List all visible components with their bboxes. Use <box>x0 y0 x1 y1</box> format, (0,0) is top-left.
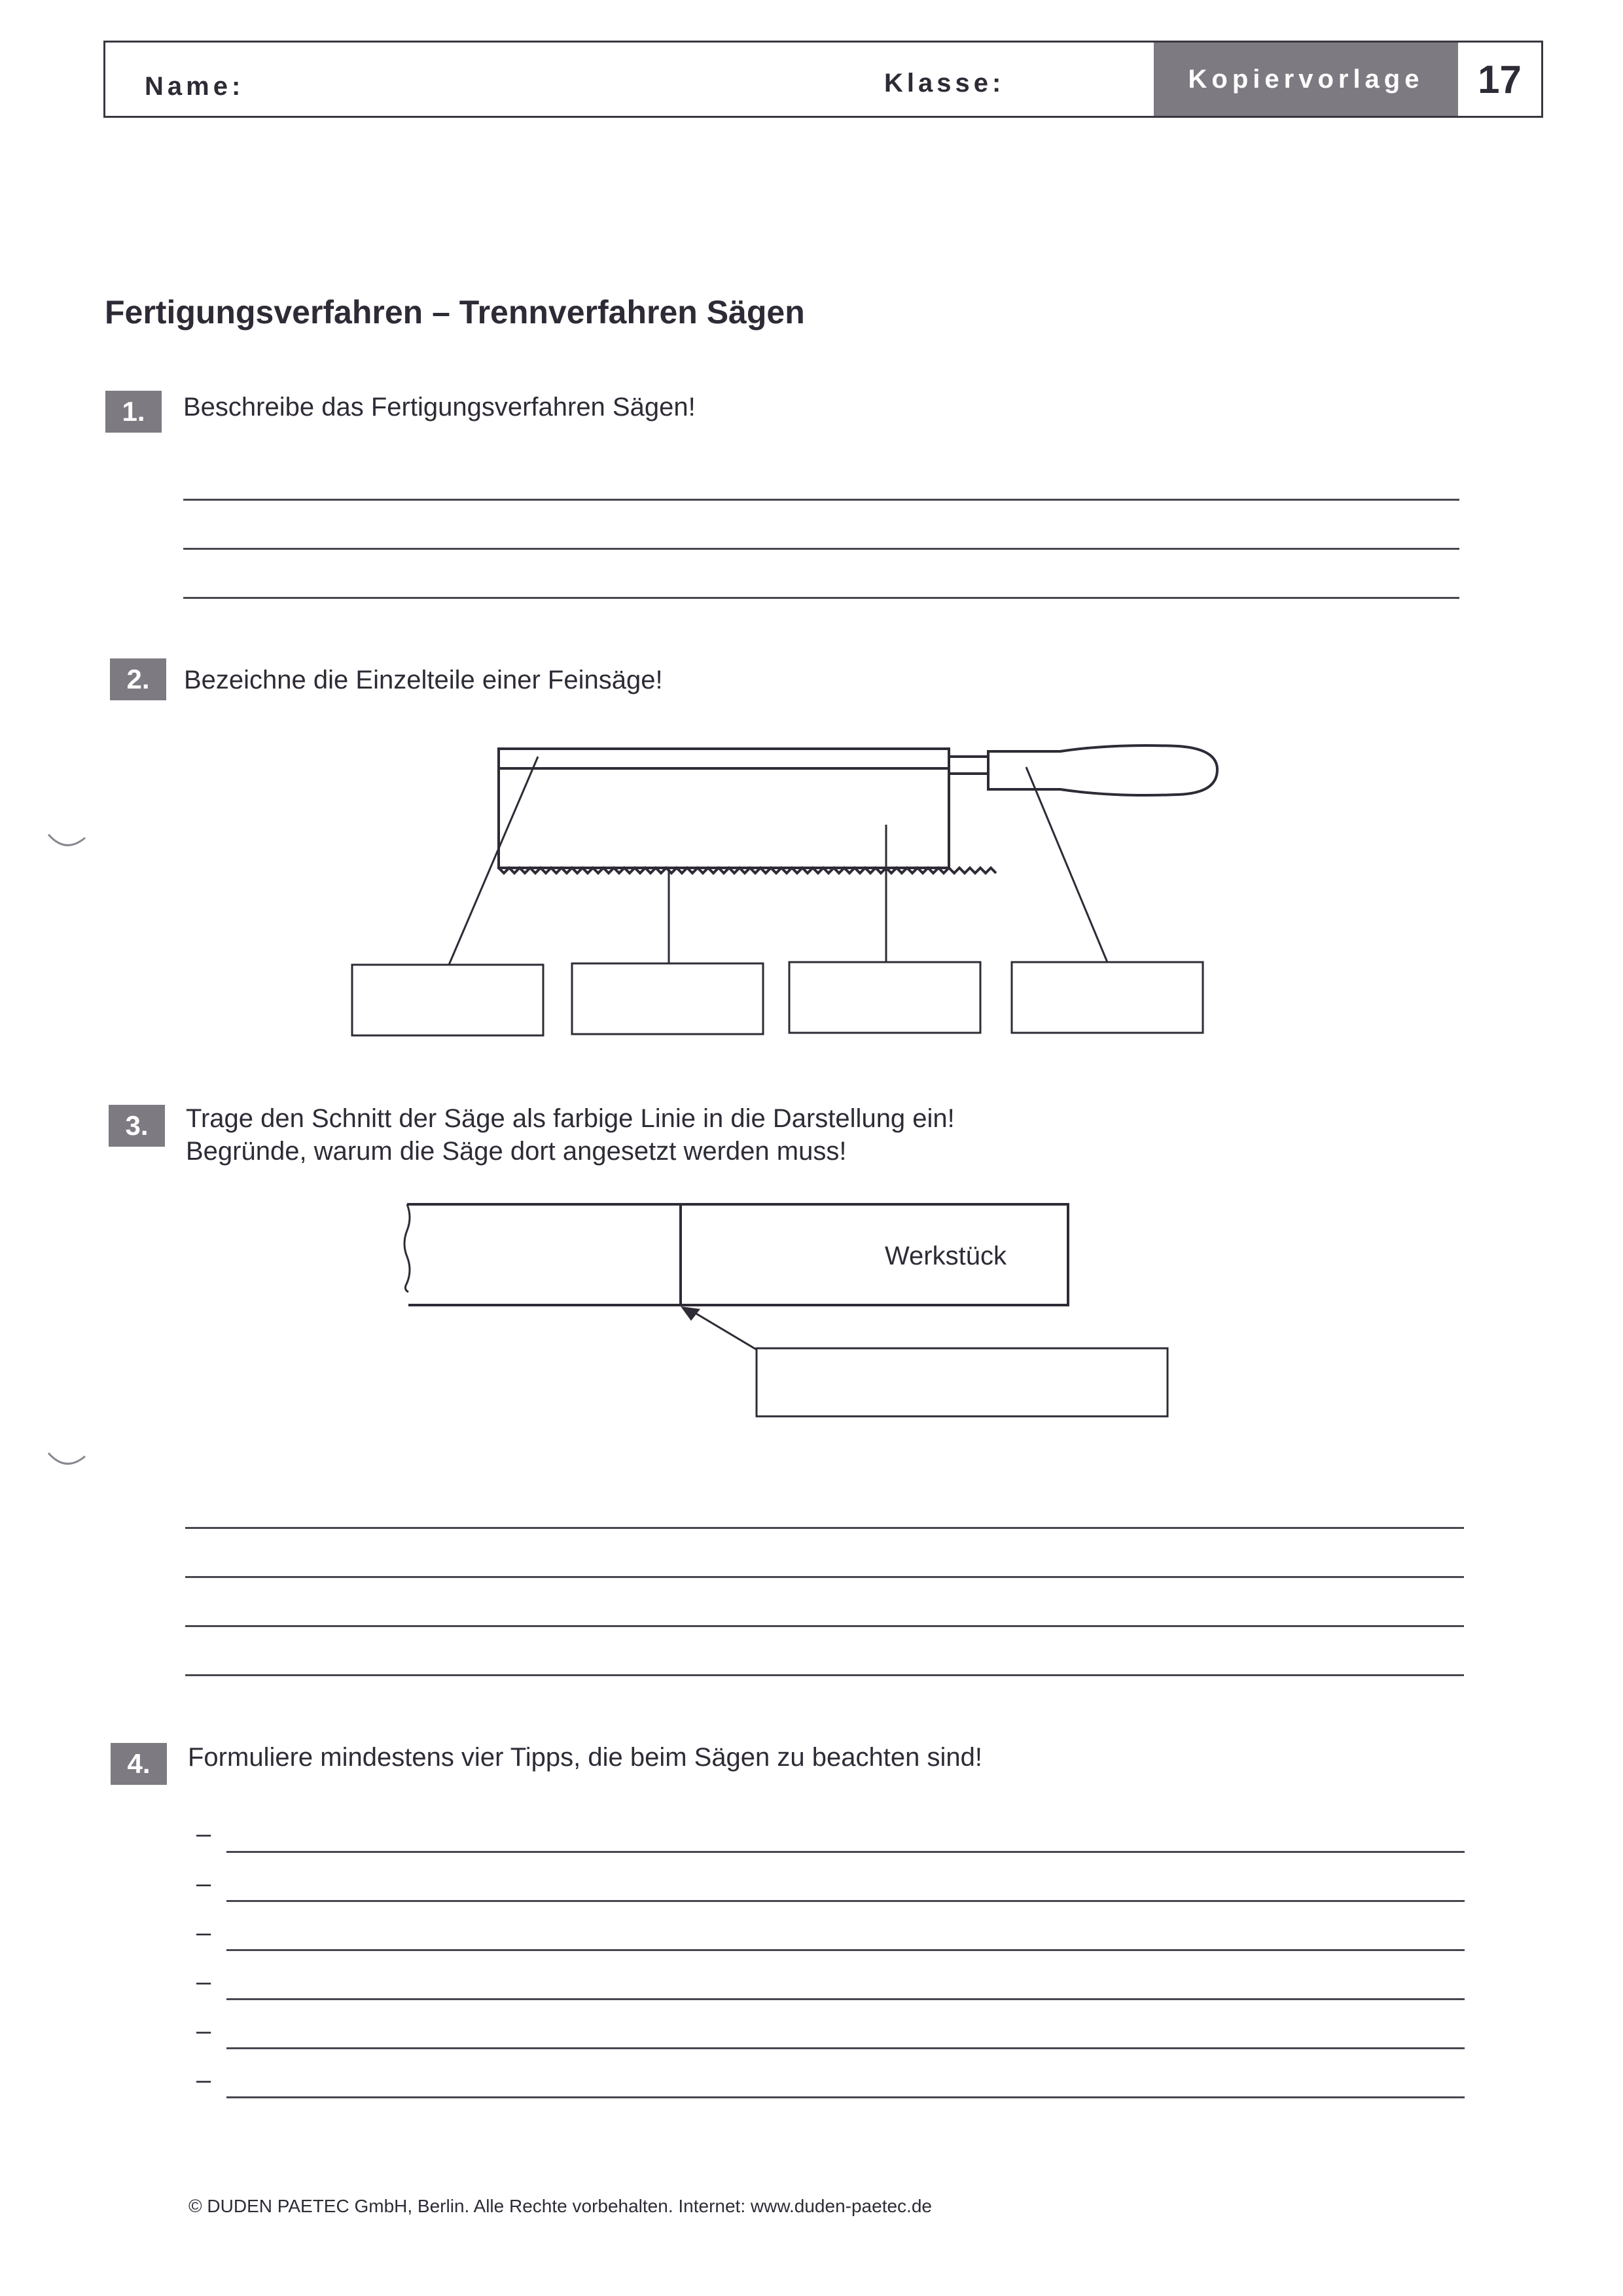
task-text-4: Formuliere mindestens vier Tipps, die beim Sägen zu beachten sind! <box>188 1743 982 1772</box>
saw-ferrule <box>949 757 988 774</box>
punch-hole-mark-top <box>39 818 98 857</box>
saw-blade <box>499 768 949 868</box>
page-title: Fertigungsverfahren – Trennverfahren Sägen <box>105 294 805 331</box>
answer-line[interactable] <box>226 1851 1465 1853</box>
answer-line[interactable] <box>185 1625 1464 1627</box>
kopiervorlage-badge: Kopiervorlage <box>1154 43 1458 116</box>
answer-line[interactable] <box>185 1576 1464 1578</box>
workpiece-diagram <box>393 1191 1178 1427</box>
answer-line[interactable] <box>226 2047 1465 2049</box>
task-number-3: 3. <box>109 1105 165 1147</box>
label-box-spine <box>352 965 543 1035</box>
answer-line[interactable] <box>183 597 1459 599</box>
fine-saw-diagram <box>327 720 1243 1047</box>
cut-label-box <box>757 1348 1168 1416</box>
answer-line[interactable] <box>183 499 1459 501</box>
task-text-3-line2: Begründe, warum die Säge dort angesetzt werden muss! <box>186 1137 847 1166</box>
list-dash: – <box>196 2066 211 2094</box>
list-dash: – <box>196 1869 211 1898</box>
workpiece-label: Werkstück <box>885 1242 1007 1270</box>
answer-line[interactable] <box>185 1527 1464 1529</box>
saw-spine <box>499 749 949 768</box>
page-number: 17 <box>1478 57 1522 101</box>
punch-hole-mark-bottom <box>39 1437 98 1476</box>
answer-line[interactable] <box>183 548 1459 550</box>
label-box-teeth <box>789 962 980 1033</box>
list-dash: – <box>196 1820 211 1848</box>
name-label: Name: <box>145 72 245 101</box>
saw-handle <box>988 745 1217 795</box>
task-number-2: 2. <box>110 658 166 700</box>
task-text-2: Bezeichne die Einzelteile einer Feinsäge! <box>184 666 663 694</box>
task-text-3-line1: Trage den Schnitt der Säge als farbige Linie in die Darstellung ein! <box>186 1104 955 1133</box>
answer-line[interactable] <box>226 1900 1465 1902</box>
list-dash: – <box>196 2017 211 2045</box>
answer-line[interactable] <box>226 1998 1465 2000</box>
label-box-blade <box>572 963 763 1034</box>
answer-line[interactable] <box>185 1674 1464 1676</box>
answer-line[interactable] <box>226 2096 1465 2098</box>
task-number-4: 4. <box>111 1743 167 1785</box>
list-dash: – <box>196 1918 211 1947</box>
task-number-1: 1. <box>105 391 162 433</box>
class-label: Klasse: <box>884 69 1005 98</box>
copyright-footer: © DUDEN PAETEC GmbH, Berlin. Alle Rechte vorbehalten. Internet: www.duden-paetec.de <box>188 2196 932 2216</box>
list-dash: – <box>196 1967 211 1996</box>
header-box <box>103 41 1543 118</box>
label-box-handle <box>1012 962 1203 1033</box>
task-text-1: Beschreibe das Fertigungsverfahren Sägen! <box>183 393 696 422</box>
answer-line[interactable] <box>226 1949 1465 1951</box>
